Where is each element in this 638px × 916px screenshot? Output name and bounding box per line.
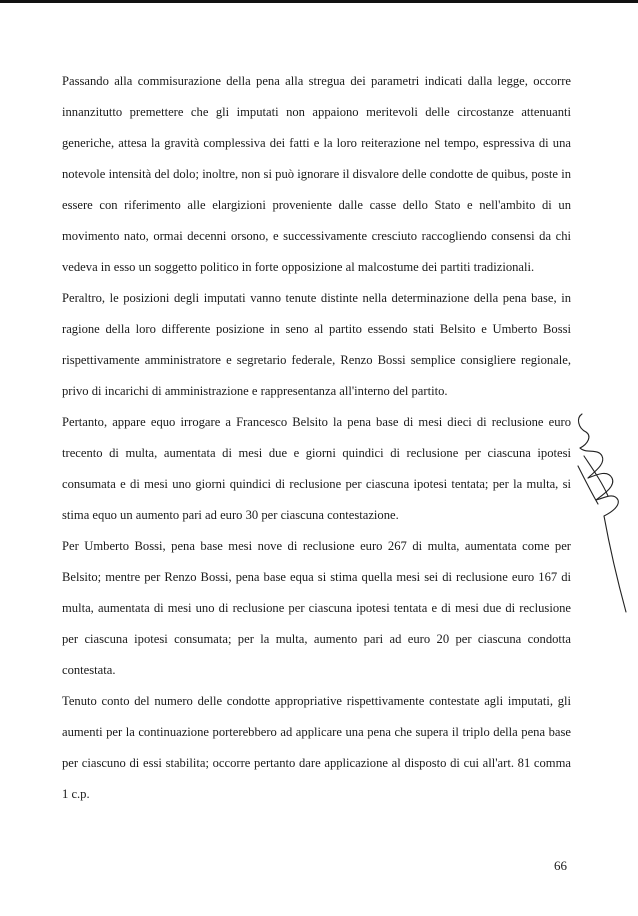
text-block-2 <box>62 407 571 810</box>
handwritten-signature <box>568 408 630 613</box>
paragraph-belsito-penalty: Pertanto, appare equo irrogare a Francesco Belsito la pena base di mesi dieci di reclusione euro trecento di multa, aumentata di mesi due e giorni quindici di reclusione per ciascuna ipotesi consumata e di mesi uno giorni quindici di reclusione per ciascuna ipotesi tentata; per la multa, si stima equo un aumento pari ad euro 30 per ciascuna contestazione. <box>62 415 571 522</box>
paragraph-penalty-commensuration: Passando alla commisurazione della pena alla stregua dei parametri indicati dalla legge, occorre innanzitutto premettere che gli imputati non appaiono meritevoli delle circostanze attenuanti generiche, attesa la gravità complessiva dei fatti e la loro reiterazione nel tempo, espressiva di una notevole intensità del dolo; inoltre, non si può ignorare il disvalore delle condotte de quibus, poste in essere con riferimento alle elargizioni proveniente dalle casse dello Stato e nell'ambito di un movimento nato, ormai decenni orsono, e successivamente cresciuto raccogliendo consensi da chi vedeva in esso un soggetto politico in forte opposizione al malcostume dei partiti tradizionali. <box>62 74 571 274</box>
top-border-line <box>0 0 638 3</box>
paragraph-bossi-penalty: Per Umberto Bossi, pena base mesi nove di reclusione euro 267 di multa, aumentata come per Belsito; mentre per Renzo Bossi, pena base equa si stima quella mesi sei di reclusione euro 167 di multa, aumentata di mesi uno di reclusione per ciascuna ipotesi tentata e di mesi due di reclusione per ciascuna ipotesi consumata; per la multa, aumento pari ad euro 20 per ciascuna condotta contestata. <box>62 539 571 677</box>
text-block-1 <box>62 66 571 407</box>
paragraph-defendant-positions: Peraltro, le posizioni degli imputati vanno tenute distinte nella determinazione della pena base, in ragione della loro differente posizione in seno al partito essendo stati Belsito e Umberto Bossi rispettivamente amministratore e segretario federale, Renzo Bossi semplice consigliere regionale, privo di incarichi di amministrazione e rappresentanza all'interno del partito. <box>62 291 571 398</box>
paragraph-continuation: Tenuto conto del numero delle condotte appropriative rispettivamente contestate agli imputati, gli aumenti per la continuazione porterebbero ad applicare una pena che supera il triplo della pena base per ciascuno di essi stabilita; occorre pertanto dare applicazione al disposto di cui all'art. 81 comma 1 c.p. <box>62 694 571 801</box>
page-number: 66 <box>554 858 567 873</box>
